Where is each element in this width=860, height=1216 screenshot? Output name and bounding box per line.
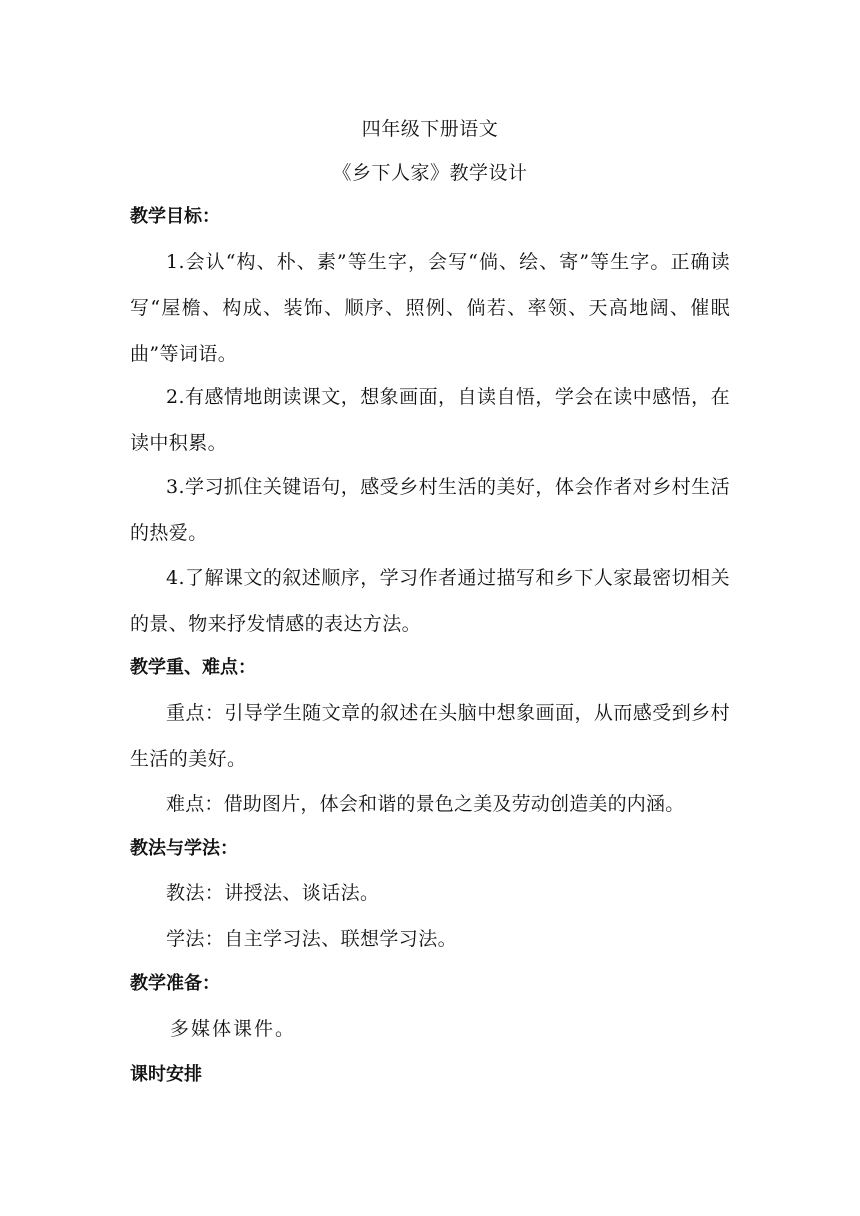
objective-item-4: 4.了解课文的叙述顺序，学习作者通过描写和乡下人家最密切相关的景、物来抒发情感的表达方法。 (130, 567, 730, 635)
section-heading-objectives: 教学目标： (130, 206, 220, 227)
teaching-method: 教法：讲授法、谈话法。 (166, 882, 380, 904)
objective-item-3: 3.学习抓住关键语句，感受乡村生活的美好，体会作者对乡村生活的热爱。 (130, 476, 730, 544)
key-point-difficulty: 难点：借助图片，体会和谐的景色之美及劳动创造美的内涵。 (166, 793, 685, 815)
section-heading-key-points: 教学重、难点： (130, 657, 256, 678)
section-heading-methods: 教法与学法： (130, 838, 238, 859)
objective-item-1: 1.会认“构、朴、素”等生字，会写“倘、绘、寄”等生字。正确读写“屋檐、构成、装饰、顺序、照例、倘若、率领、天高地阔、催眠曲”等词语。 (130, 251, 730, 365)
key-point-focus: 重点：引导学生随文章的叙述在头脑中想象画面，从而感受到乡村生活的美好。 (130, 702, 730, 770)
objective-item-2: 2.有感情地朗读课文，想象画面，自读自悟，学会在读中感悟，在读中积累。 (130, 386, 730, 454)
document-title-grade: 四年级下册语文 (361, 118, 499, 140)
section-heading-schedule: 课时安排 (130, 1064, 202, 1085)
document-title-lesson: 《乡下人家》教学设计 (332, 162, 528, 184)
preparation-content: 多媒体课件。 (170, 1018, 297, 1040)
section-heading-preparation: 教学准备： (130, 973, 220, 994)
learning-method: 学法：自主学习法、联想学习法。 (166, 928, 458, 950)
